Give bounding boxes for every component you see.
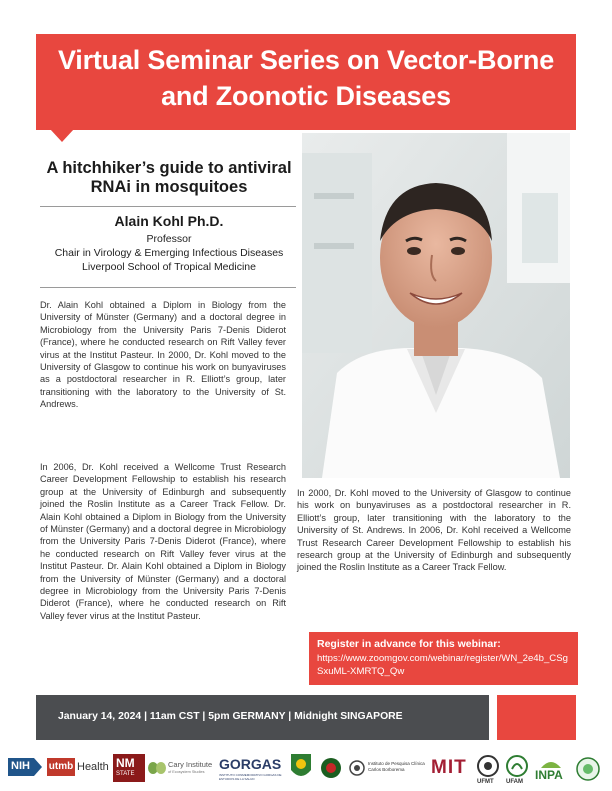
speaker-portrait [302,133,570,478]
cary-logo-text: Cary Institute [168,760,213,769]
leaf-icon [148,761,166,775]
crest-icon [289,750,313,784]
gorgas-logo-text: GORGAS [219,756,282,772]
bio-paragraph-3: In 2000, Dr. Kohl moved to the University of Glasgow to continue his work on bunyaviruses as a postdoctoral researcher in R. Elliott’s group, later transitioning with the laboratory to the University of St. Andrews. In 2006, Dr. Kohl received a Wellcome Trust Research Career Development Fellowship to establish his research group at the University of Edinburgh and subsequently joined the Roslin Institute as a Career Track Fellow. [297,488,571,573]
nih-logo-text: NIH [11,760,30,772]
inpa-icon [541,756,561,768]
cary-sub-text: of Ecosystem Studies [168,770,205,774]
cary-logo [148,759,216,779]
inpa-logo [533,756,569,784]
register-label: Register in advance for this webinar: [317,638,501,650]
speaker-photo [302,133,570,478]
cipc-logo-text: Instituto de Pesquisa Clínica Carlos Borborema [368,761,425,772]
ufmt-logo-text: UFMT [477,779,494,785]
gorgas-sub-text: INSTITUTO CONMEMORATIVO GORGAS DE ESTUDIOS DE LA SALUD [219,773,282,781]
round-seal-logo [576,757,600,781]
utmb-logo-text: utmb [47,758,75,776]
bio-paragraph-2: In 2006, Dr. Kohl received a Wellcome Trust Research Career Development Fellowship to establish his research group at the University of Edinburgh and subsequently joined the Roslin Institute as a Career Track Fellow. Dr. Alain Kohl obtained a Diplom in Biology from the University of Münster (Germany) and a doctoral degree in Microbiology from the University Paris 7-Denis Diderot (France), where he conducted research on Rift Valley fever virus at the Institut Pasteur. Dr. Alain Kohl obtained a Diplom in Biology from the University of Münster (Germany) and a doctoral degree in Microbiology from the University Paris 7-Denis Diderot (France), where he conducted research on Rift Valley fever virus at the Institut Pasteur. [40,462,286,621]
mit-logo [431,757,471,779]
accent-block [497,695,576,740]
utmb-health-text: Health [77,761,109,773]
shield-crest-logo [289,750,313,784]
nmstate-logo [113,754,145,782]
gorgas-logo [219,756,285,782]
speaker-name: Alain Kohl Ph.D. [114,213,224,229]
divider-bottom [40,287,296,288]
bio-paragraph-1: Dr. Alain Kohl obtained a Diplom in Biology from the University of Münster (Germany) and a doctoral degree in Microbiology from the University Paris 7-Denis Diderot (France), where he conducted research on Rift Valley fever virus at the Institut Pasteur. In 2000, Dr. Kohl moved to the University of Glasgow to continue his work on bunyaviruses as a postdoctoral researcher in R. Elliott’s group, later transitioning with the laboratory to the University of St. Andrews. [40,300,286,410]
seal-icon [576,757,600,781]
nmstate-logo-text: NM [116,756,135,770]
speaker-chair: Chair in Virology & Emerging Infectious Diseases [54,247,284,259]
event-datetime: January 14, 2024 | 11am CST | 5pm GERMANY | Midnight SINGAPORE [58,711,403,722]
talk-title: A hitchhiker’s guide to antiviral RNAi in mosquitoes [46,159,292,196]
utmb-logo [47,758,109,778]
emblem-icon [320,757,342,779]
speaker-affiliation: Liverpool School of Tropical Medicine [82,261,256,273]
divider-top [40,206,296,207]
cipc-icon [349,760,365,776]
ufmt-icon [477,755,499,777]
nmstate-sub-text: STATE [116,771,135,777]
nih-logo [8,756,44,778]
series-title: Virtual Seminar Series on Vector-Borne and Zoonotic Diseases [57,45,555,111]
banner-pointer [50,129,74,142]
ufam-logo-text: UFAM [506,779,523,785]
ufam-icon [506,755,528,777]
cipc-logo [349,759,427,779]
mit-logo-text: MIT [431,757,467,778]
ufam-logo [504,755,530,787]
registration-box [309,632,578,685]
emblem-logo [320,757,342,779]
speaker-role: Professor [146,233,192,245]
inpa-logo-text: INPA [535,768,563,782]
register-link[interactable]: https://www.zoomgov.com/webinar/register/WN_2e4b_CSgSxuML-XMRTQ_Qw [317,653,568,677]
ufmt-logo [475,755,501,787]
